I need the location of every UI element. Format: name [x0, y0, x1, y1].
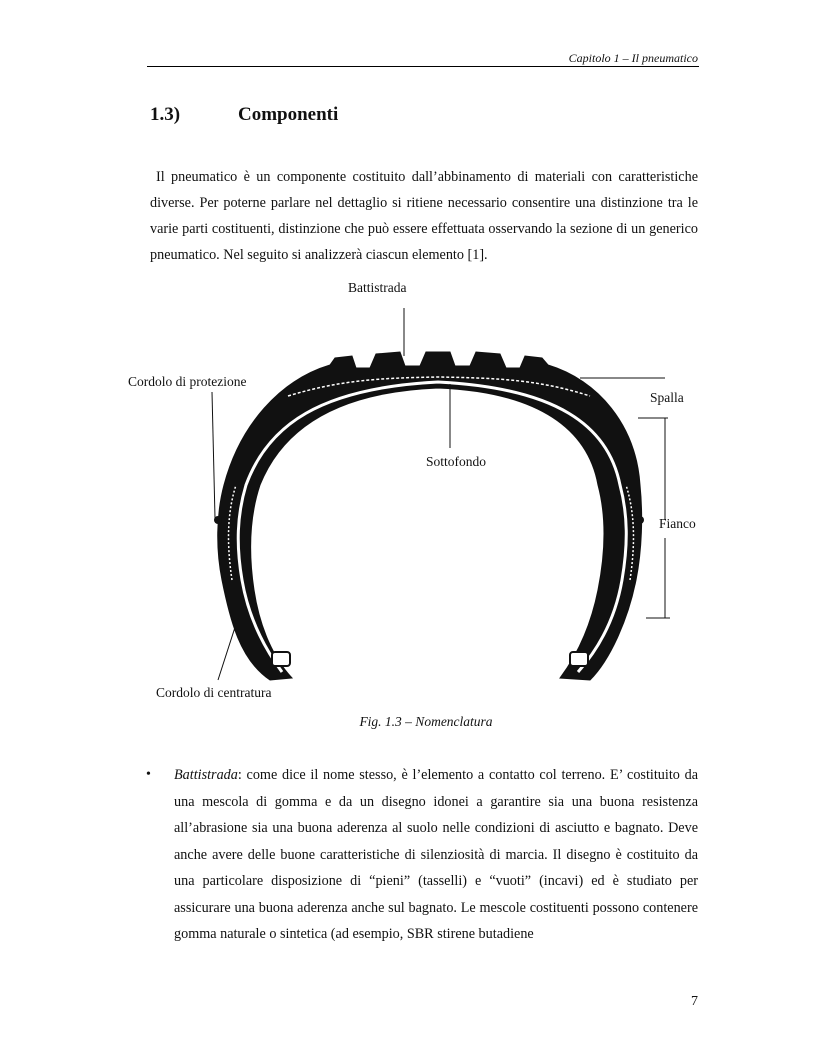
section-heading: [150, 104, 338, 126]
intro-paragraph: Il pneumatico è un componente costituito dall’abbinamento di materiali con caratteristiche diverse. Per poterne parlare nel dettaglio si ritiene necessario consentire una distinzione tra le varie parti costituenti, distinzione che può essere effettuata osservando la sezione di un generico pneumatico. Nel seguito si analizzerà ciascun elemento [1].: [150, 169, 698, 263]
label-sottofondo: Sottofondo: [426, 454, 487, 469]
list-item-term: Battistrada: [174, 767, 238, 783]
tire-body: [218, 352, 642, 680]
bead-left: [272, 652, 290, 666]
page-number: 7: [691, 994, 698, 1009]
carcass-ply: [229, 485, 634, 580]
label-cordolo-centratura: Cordolo di centratura: [156, 685, 272, 700]
tire-cross-section-figure: [120, 280, 720, 710]
figure-caption: Fig. 1.3 – Nomenclatura: [359, 714, 493, 729]
label-cordolo-protezione: Cordolo di protezione: [128, 374, 247, 389]
protection-cord-right: [636, 516, 644, 524]
label-fianco: Fianco: [659, 516, 696, 531]
section-number: 1.3): [150, 104, 181, 125]
tire-cross-section-diagram: [120, 280, 720, 710]
bead-right: [570, 652, 588, 666]
leader-cordolo-centratura: [218, 618, 238, 680]
header-rule: [147, 66, 699, 67]
running-header-chapter: Capitolo 1 – Il pneumatico: [568, 51, 698, 65]
component-list: [146, 762, 698, 948]
list-item-text: : come dice il nome stesso, è l’elemento a contatto col terreno. E’ costituito da una mescola di gomma e da un disegno idonei a garantire sia una buona resistenza all’abrasione sia una buona aderenza al suolo nelle condizioni di asciutto e bagnato. Deve anche avere delle buone caratteristiche di silenziosità di marcia. Il disegno è costituito da una particolare disposizione di “pieni” (tasselli) e “vuoti” (incavi) ed è studiato per assicurare una buona aderenza anche sul bagnato. Le mescole costituenti possono contenere gomma naturale o sintetica (ad esempio, SBR stirene butadiene: [174, 767, 698, 942]
bullet-icon: •: [146, 767, 151, 782]
list-item: [146, 762, 698, 948]
leader-cordolo-protezione: [212, 392, 215, 518]
label-spalla: Spalla: [650, 390, 684, 405]
section-title: Componenti: [238, 104, 339, 125]
label-battistrada: Battistrada: [348, 280, 407, 295]
